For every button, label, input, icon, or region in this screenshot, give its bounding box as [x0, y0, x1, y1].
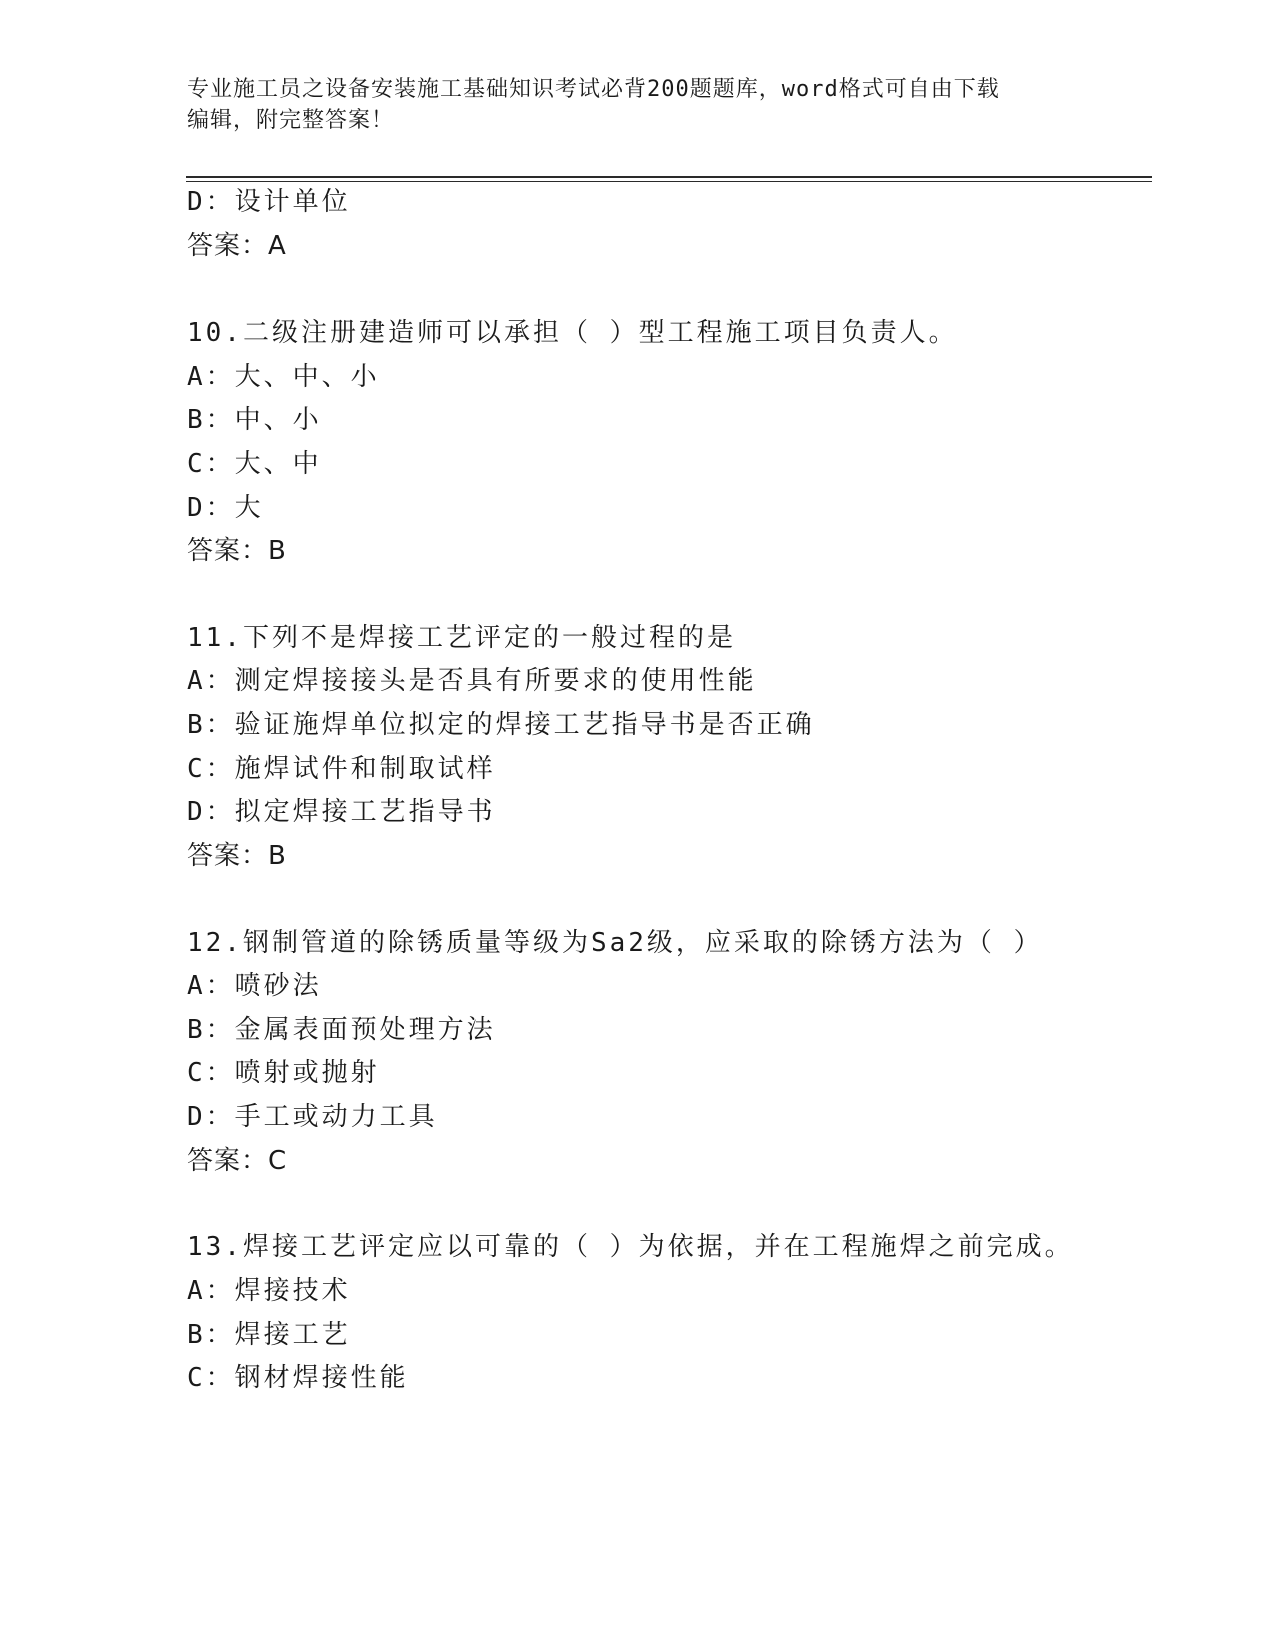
document-header — [187, 74, 1077, 136]
question-12-answer: 答案：C — [187, 1146, 288, 1176]
question-13-option-b: B：焊接工艺 — [187, 1320, 351, 1350]
question-13-option-a: A：焊接技术 — [187, 1276, 351, 1306]
question-10-option-a: A：大、中、小 — [187, 362, 380, 392]
question-11-option-c: C：施焊试件和制取试样 — [187, 754, 496, 784]
question-11-stem: 11.下列不是焊接工艺评定的一般过程的是 — [187, 623, 736, 653]
question-12-option-c: C：喷射或抛射 — [187, 1058, 380, 1088]
question-10-stem: 10.二级注册建造师可以承担（ ）型工程施工项目负责人。 — [187, 318, 958, 348]
question-10-answer: 答案：B — [187, 536, 287, 566]
header-line-2: 编辑，附完整答案！ — [187, 108, 395, 133]
question-12-option-a: A：喷砂法 — [187, 971, 322, 1001]
option-d: D：设计单位 — [187, 187, 351, 217]
question-11-option-d: D：拟定焊接工艺指导书 — [187, 797, 496, 827]
question-11-answer: 答案：B — [187, 841, 287, 871]
answer: 答案：A — [187, 231, 287, 261]
question-11-option-b: B：验证施焊单位拟定的焊接工艺指导书是否正确 — [187, 710, 815, 740]
header-line-1: 专业施工员之设备安装施工基础知识考试必背200题题库，word格式可自由下载 — [187, 77, 1000, 102]
question-12-option-d: D：手工或动力工具 — [187, 1102, 438, 1132]
question-10-option-d: D：大 — [187, 493, 264, 523]
question-13-stem: 13.焊接工艺评定应以可靠的（ ）为依据，并在工程施焊之前完成。 — [187, 1232, 1074, 1262]
question-13-option-c: C：钢材焊接性能 — [187, 1363, 409, 1393]
question-12-option-b: B：金属表面预处理方法 — [187, 1015, 496, 1045]
question-11-option-a: A：测定焊接接头是否具有所要求的使用性能 — [187, 666, 757, 696]
header-divider-thick — [186, 176, 1152, 178]
header-divider-thin — [186, 181, 1152, 182]
question-12-stem: 12.钢制管道的除锈质量等级为Sa2级，应采取的除锈方法为（ ） — [187, 928, 1043, 958]
question-10-option-b: B：中、小 — [187, 405, 322, 435]
question-10-option-c: C：大、中 — [187, 449, 322, 479]
